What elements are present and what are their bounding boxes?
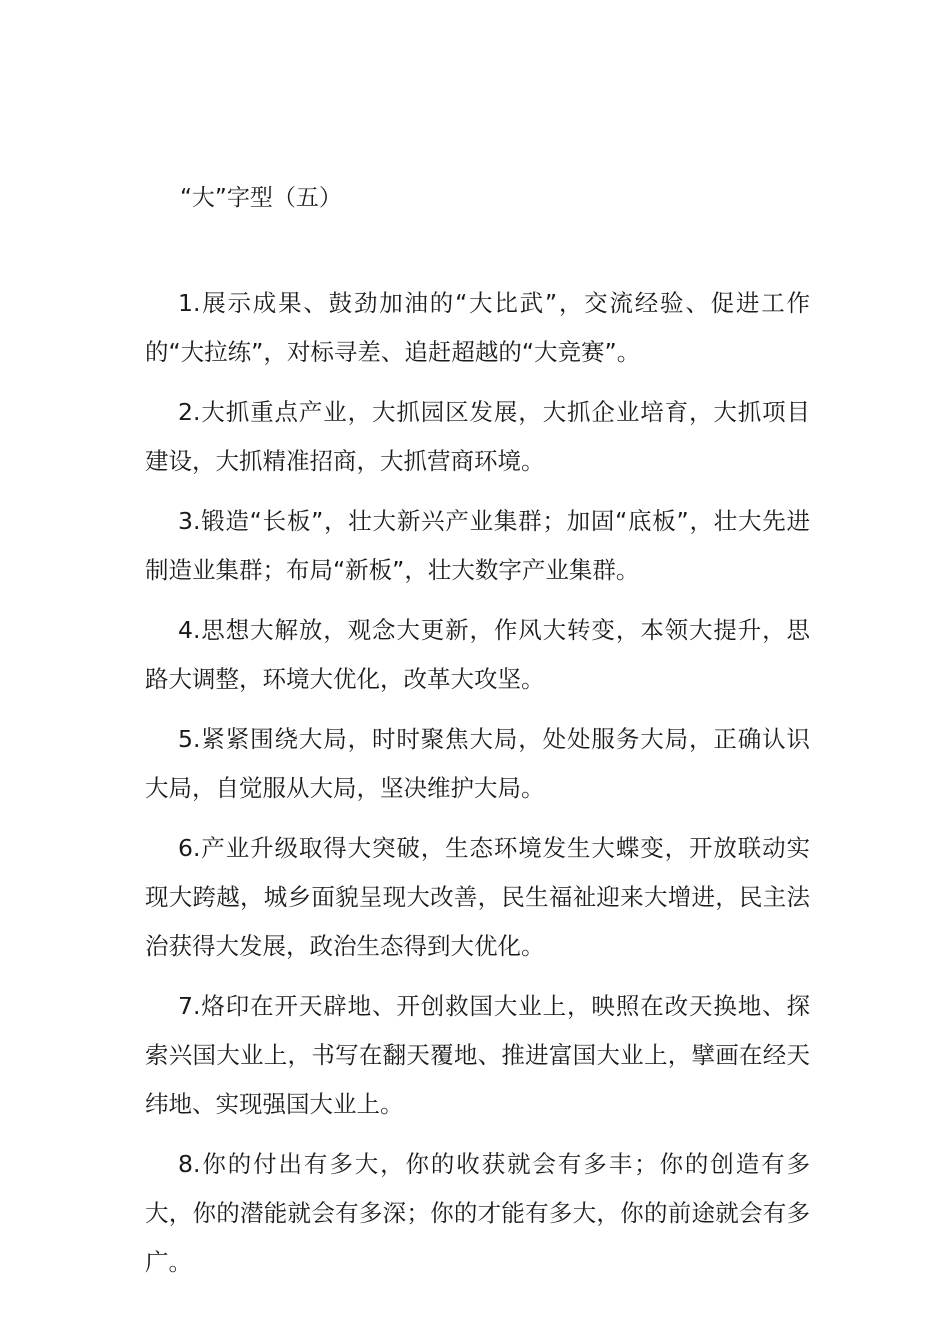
paragraph-3: 3.锻造“长板”，壮大新兴产业集群；加固“底板”，壮大先进制造业集群；布局“新板”，壮大数字产业集群。	[145, 507, 810, 584]
paragraph-2: 2.大抓重点产业，大抓园区发展，大抓企业培育，大抓项目建设，大抓精准招商，大抓营商环境。	[145, 398, 810, 475]
paragraph-7: 7.烙印在开天辟地、开创救国大业上，映照在改天换地、探索兴国大业上，书写在翻天覆地、推进富国大业上，擘画在经天纬地、实现强国大业上。	[145, 992, 810, 1118]
paragraph-4: 4.思想大解放，观念大更新，作风大转变，本领大提升，思路大调整，环境大优化，改革大攻坚。	[145, 616, 810, 693]
document-title: “大”字型（五）	[180, 185, 342, 211]
paragraph-6: 6.产业升级取得大突破，生态环境发生大蝶变，开放联动实现大跨越，城乡面貌呈现大改善，民生福祉迎来大增进，民主法治获得大发展，政治生态得到大优化。	[145, 834, 810, 960]
paragraph-1: 1.展示成果、鼓劲加油的“大比武”，交流经验、促进工作的“大拉练”，对标寻差、追赶超越的“大竞赛”。	[145, 289, 810, 366]
document-body	[145, 279, 810, 1298]
paragraph-5: 5.紧紧围绕大局，时时聚焦大局，处处服务大局，正确认识大局，自觉服从大局，坚决维护大局。	[145, 725, 810, 802]
paragraph-8: 8.你的付出有多大，你的收获就会有多丰；你的创造有多大，你的潜能就会有多深；你的才能有多大，你的前途就会有多广。	[145, 1150, 810, 1276]
